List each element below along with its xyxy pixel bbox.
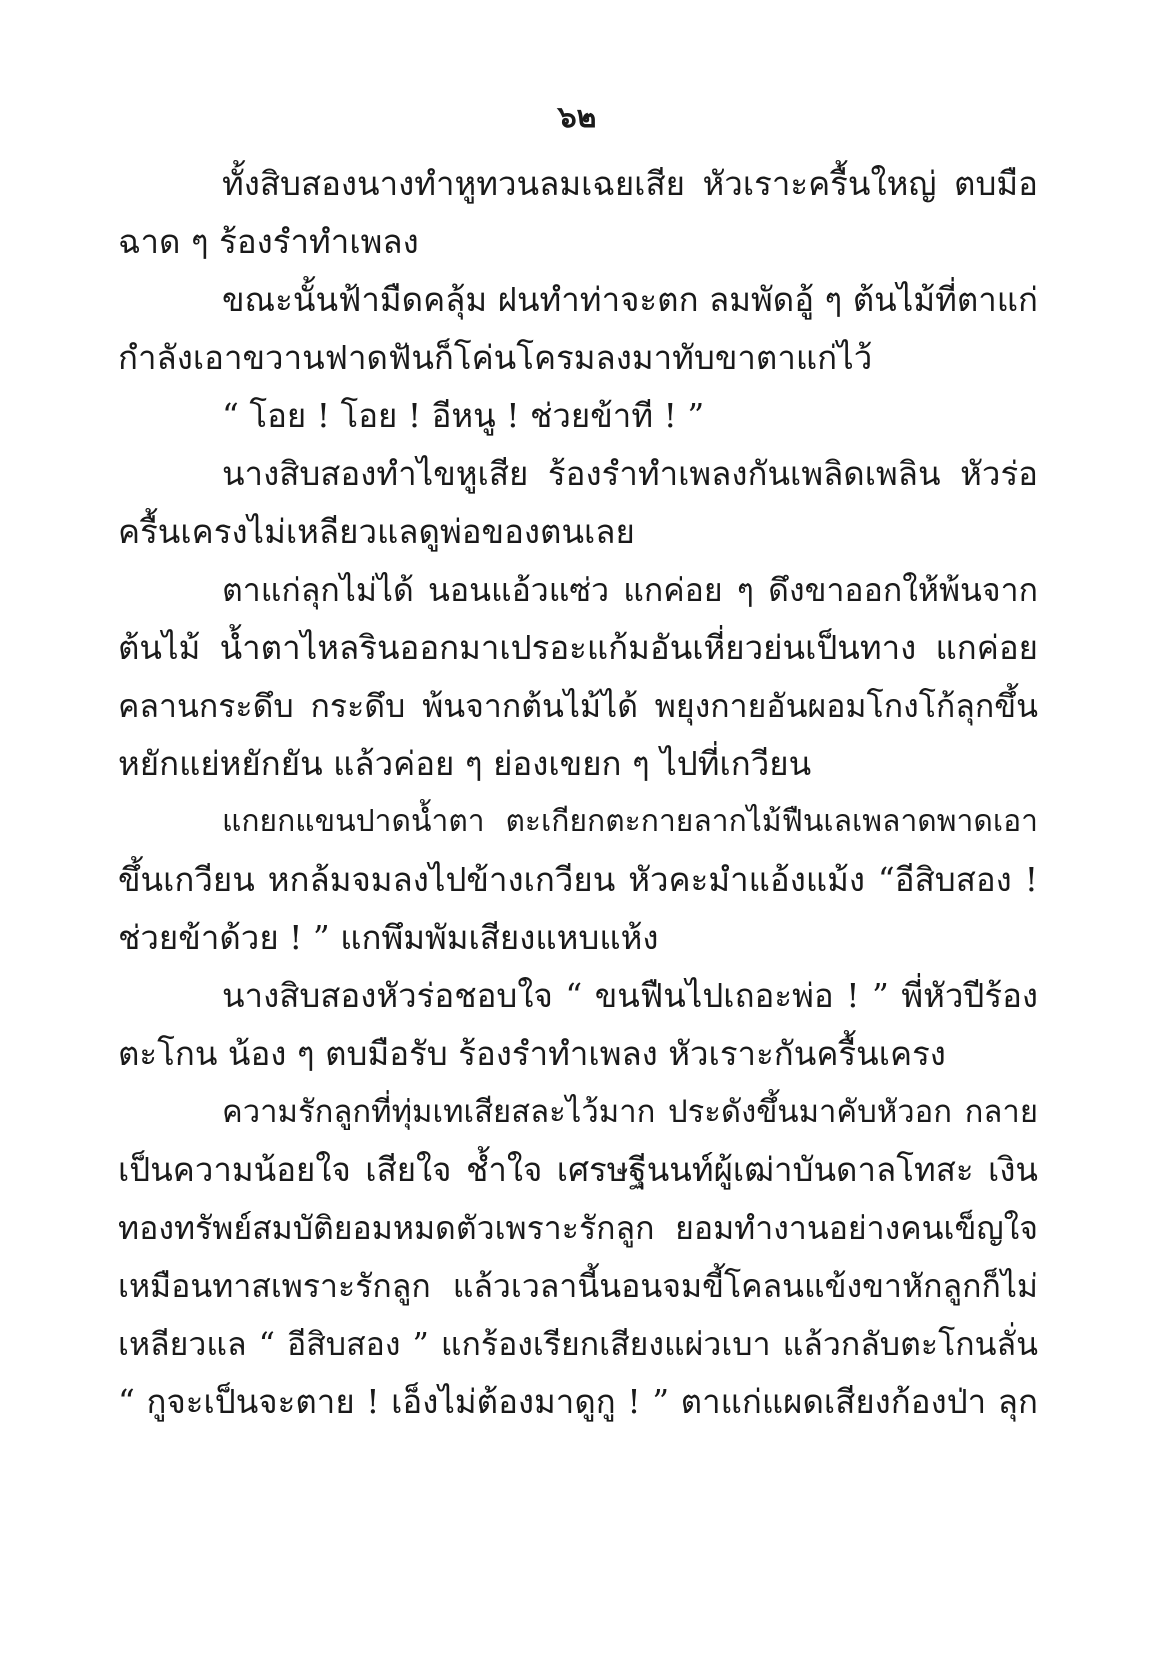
text-line: ตาแก่ลุกไม่ได้ นอนแอ้วแซ่ว แกค่อย ๆ ดึงขาออกให้พ้นจาก (222, 571, 1038, 609)
text-line: ตะโกน น้อง ๆ ตบมือรับ ร้องรำทำเพลง หัวเราะกันครื้นเครง (118, 1034, 946, 1073)
text-line: เป็นความน้อยใจ เสียใจ ช้ำใจ เศรษฐีนนท์ผู้เฒ่าบันดาลโทสะ เงิน (118, 1150, 1038, 1189)
text-line: คลานกระดึบ กระดึบ พ้นจากต้นไม้ได้ พยุงกายอันผอมโกงโก้ลุกขึ้น (118, 687, 1038, 725)
text-line: กำลังเอาขวานฟาดฟันก็โค่นโครมลงมาทับขาตาแก่ไว้ (118, 338, 873, 377)
text-line: ขึ้นเกวียน หกล้มจมลงไปข้างเกวียน หัวคะมำแอ้งแม้ง “อีสิบสอง ! (118, 860, 1038, 899)
text-line: แกยกแขนปาดน้ำตา ตะเกียกตะกายลากไม้ฟืนเลเพลาดพาดเอา (222, 804, 1038, 839)
text-line: ขณะนั้นฟ้ามืดคลุ้ม ฝนทำท่าจะตก ลมพัดอู้ ๆ ต้นไม้ที่ตาแก่ (222, 280, 1038, 319)
text-line: เหมือนทาสเพราะรักลูก แล้วเวลานี้นอนจมขี้โคลนแข้งขาหักลูกก็ไม่ (118, 1267, 1038, 1305)
text-line: ฉาด ๆ ร้องรำทำเพลง (118, 222, 419, 261)
text-line: ครื้นเครงไม่เหลียวแลดูพ่อของตนเลย (118, 512, 635, 551)
text-line: นางสิบสองทำไขหูเสีย ร้องรำทำเพลงกันเพลิดเพลิน หัวร่อ (222, 454, 1038, 493)
text-line: “ กูจะเป็นจะตาย ! เอ็งไม่ต้องมาดูกู ! ” ตาแก่แผดเสียงก้องป่า ลุก (118, 1382, 1038, 1421)
text-line: หยักแย่หยักยัน แล้วค่อย ๆ ย่องเขยก ๆ ไปที่เกวียน (118, 744, 812, 783)
text-line: นางสิบสองหัวร่อชอบใจ “ ขนฟืนไปเถอะพ่อ ! ” พี่หัวปีร้อง (222, 976, 1038, 1015)
page-number: ๖๒ (557, 100, 597, 135)
text-line: ทองทรัพย์สมบัติยอมหมดตัวเพราะรักลูก ยอมทำงานอย่างคนเข็ญใจ (118, 1209, 1038, 1247)
text-line: เหลียวแล “ อีสิบสอง ” แกร้องเรียกเสียงแผ่วเบา แล้วกลับตะโกนลั่น (118, 1325, 1038, 1363)
text-line: ต้นไม้ น้ำตาไหลรินออกมาเปรอะแก้มอันเหี่ยวย่นเป็นทาง แกค่อย (118, 628, 1038, 667)
text-line: ช่วยข้าด้วย ! ” แกพึมพัมเสียงแหบแห้ง (118, 918, 659, 957)
text-line: ทั้งสิบสองนางทำหูทวนลมเฉยเสีย หัวเราะครื้นใหญ่ ตบมือ (222, 164, 1038, 203)
text-line: ความรักลูกที่ทุ่มเทเสียสละไว้มาก ประดังขึ้นมาคับหัวอก กลาย (222, 1094, 1038, 1130)
text-line: “ โอย ! โอย ! อีหนู ! ช่วยข้าที ! ” (222, 396, 705, 435)
